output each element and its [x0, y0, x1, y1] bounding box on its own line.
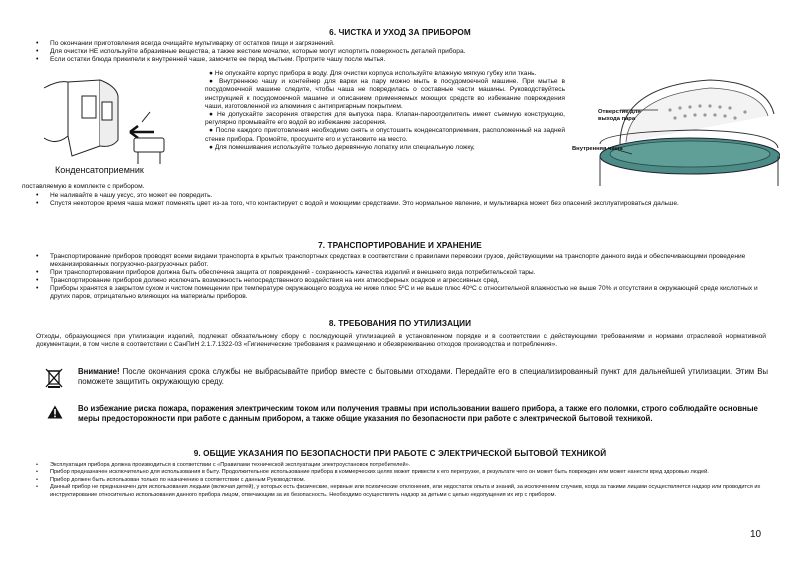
- section-7-heading: 7. ТРАНСПОРТИРОВАНИЕ И ХРАНЕНИЕ: [318, 241, 482, 250]
- attention-bold: Внимание!: [78, 367, 120, 376]
- warning-icon: [47, 405, 63, 419]
- list-item: • Транспортирование приборов должно исключать возможность непосредственного воздействия на них атмосферных осадков и агрессивных сред.: [36, 277, 766, 285]
- list-item: • Прибор предназначен исключительно для использования в быту. Продолжительное использование прибора в коммерческих целях может привести к его перегрузке, в результате чего он может быть поврежден или может нанести вред здоровью людей.: [36, 469, 771, 476]
- crossed-bin-icon: [44, 367, 64, 389]
- safety-bullets: [36, 462, 771, 499]
- list-item: • Для очистки НЕ используйте абразивные вещества, а также жесткие мочалки, которые могут испортить поверхность деталей прибора.: [36, 48, 776, 56]
- care-bullets-bottom: [36, 192, 766, 208]
- care-paragraph: ● Не допускайте засорения отверстия для выпуска пара. Клапан-пароотделитель имеет съемную конструкцию, регулярно промывайте его водой во избежание засорения.: [205, 111, 565, 127]
- care-paragraph: ● Внутреннюю чашу и контейнер для варки на пару можно мыть в посудомоечной машине. При мытье в посудомоечной машине следите, чтобы чаша не повредилась о составные части машины. Руководствуйтесь инструкцией к посудомоечной машине и описанием применяемых моющих средств во избежание повреждения чаши, изготовленной из алюминия с антипригарным покрытием.: [205, 78, 565, 110]
- care-paragraph: ● Не опускайте корпус прибора в воду. Для очистки корпуса используйте влажную мягкую губку или ткань.: [209, 70, 537, 77]
- condensate-collector-label: Конденсатоприемник: [55, 165, 144, 175]
- attention-notice: [78, 367, 768, 387]
- section-8-heading: 8. ТРЕБОВАНИЯ ПО УТИЛИЗАЦИИ: [328, 319, 472, 328]
- care-paragraph: ● После каждого приготовления необходимо снять и опустошить конденсатоприемник, расположенный на задней стенке прибора. Промойте, просушите его и установите на место.: [205, 127, 565, 143]
- list-item: • Прибор должен быть использован только по назначению в соответствии с данным Руководством.: [36, 477, 771, 484]
- list-item: • Эксплуатация прибора должна производиться в соответствии с «Правилами технической эксплуатации электроустановок потребителей».: [36, 462, 771, 469]
- cooker-illustration: [560, 74, 780, 194]
- list-item: • Если остатки блюда прикипели к внутренней чаше, замочите ее перед мытьем. Протрите чашу после мытья.: [36, 56, 776, 64]
- safety-warning: Во избежание риска пожара, поражения электрическим током или получения травмы при использовании вашего прибора, а также его поломки, строго соблюдайте основные меры предосторожности при работе с данным прибором, а также общие указания по безопасности при работе с электрической бытовой техникой.: [78, 404, 758, 423]
- steam-vent-label: Отверстие для выхода пара: [598, 109, 641, 122]
- care-column-text: [205, 70, 565, 152]
- list-item: • Транспортирование приборов проводят всеми видами транспорта в крытых транспортных средствах в соответствии с правилами перевозки грузов, действующими на транспорте данного вида и обеспечивающими проведение механизированных погрузочно-разгрузочных работ.: [36, 253, 766, 269]
- list-item: • Приборы хранятся в закрытом сухом и чистом помещении при температуре окружающего воздуха не ниже плюс 5ºС и не выше плюс 40ºС с относительной влажностью не выше 70% и отсутствии в окружающей среде кислотных и других паров, отрицательно влияющих на материалы приборов.: [36, 285, 766, 301]
- disposal-paragraph: Отходы, образующиеся при утилизации изделий, подлежат обязательному сбору с последующей утилизацией в установленном порядке и в соответствии с действующими требованиями и нормами отраслевой нормативной документации, в том числе в соответствии с СанПиН 2.1.7.1322-03 «Гигиенические требования к размещению и обезвреживанию отходов производства и потребления».: [36, 333, 766, 349]
- transport-bullets: [36, 253, 766, 302]
- list-item: • Не наливайте в чашу уксус, это может ее повредить.: [36, 192, 766, 200]
- page-number: 10: [750, 529, 762, 540]
- section-6-heading: 6. ЧИСТКА И УХОД ЗА ПРИБОРОМ: [329, 28, 471, 37]
- list-item: • Спустя некоторое время чаша может поменять цвет из-за того, что контактирует с водой и моющими средствами. Это нормальное явление, и мультиварка может без опасений эксплуатироваться дальше.: [36, 200, 766, 208]
- care-paragraph: ● Для помешивания используйте только деревянную лопатку или специальную ложку,: [209, 143, 475, 151]
- care-bullets-top: [36, 40, 776, 64]
- inner-bowl-label: Внутренняя чаша: [572, 146, 623, 152]
- care-column-tail: поставляемую в комплекте с прибором.: [22, 183, 145, 190]
- condensate-collector-illustration: [38, 76, 208, 176]
- attention-text: После окончания срока службы не выбрасывайте прибор вместе с бытовыми отходами. Передайте его в специализированный пункт для дальнейшей утилизации. Этим Вы поможете защитить окружающую среду.: [78, 367, 768, 386]
- list-item: • При транспортировании приборов должна быть обеспечена защита от повреждений - сохранность качества изделий и внешнего вида потребительской тары.: [36, 269, 766, 277]
- list-item: • По окончании приготовления всегда очищайте мультиварку от остатков пищи и загрязнений.: [36, 40, 776, 48]
- list-item: • Данный прибор не предназначен для использования людьми (включая детей), у которых есть физические, нервные или психические отклонения, или недостаток опыта и знаний, за исключением случаев, когда за такими лицами осуществляется надзор или проводится их инструктирование относительно использования данного прибора лицом, отвечающим за их безопасность. Необходимо осуществлять надзор за детьми с целью недопущения их игр с прибором.: [36, 484, 771, 499]
- section-9-heading: 9. ОБЩИЕ УКАЗАНИЯ ПО БЕЗОПАСНОСТИ ПРИ РАБОТЕ С ЭЛЕКТРИЧЕСКОЙ БЫТОВОЙ ТЕХНИКОЙ: [193, 449, 607, 458]
